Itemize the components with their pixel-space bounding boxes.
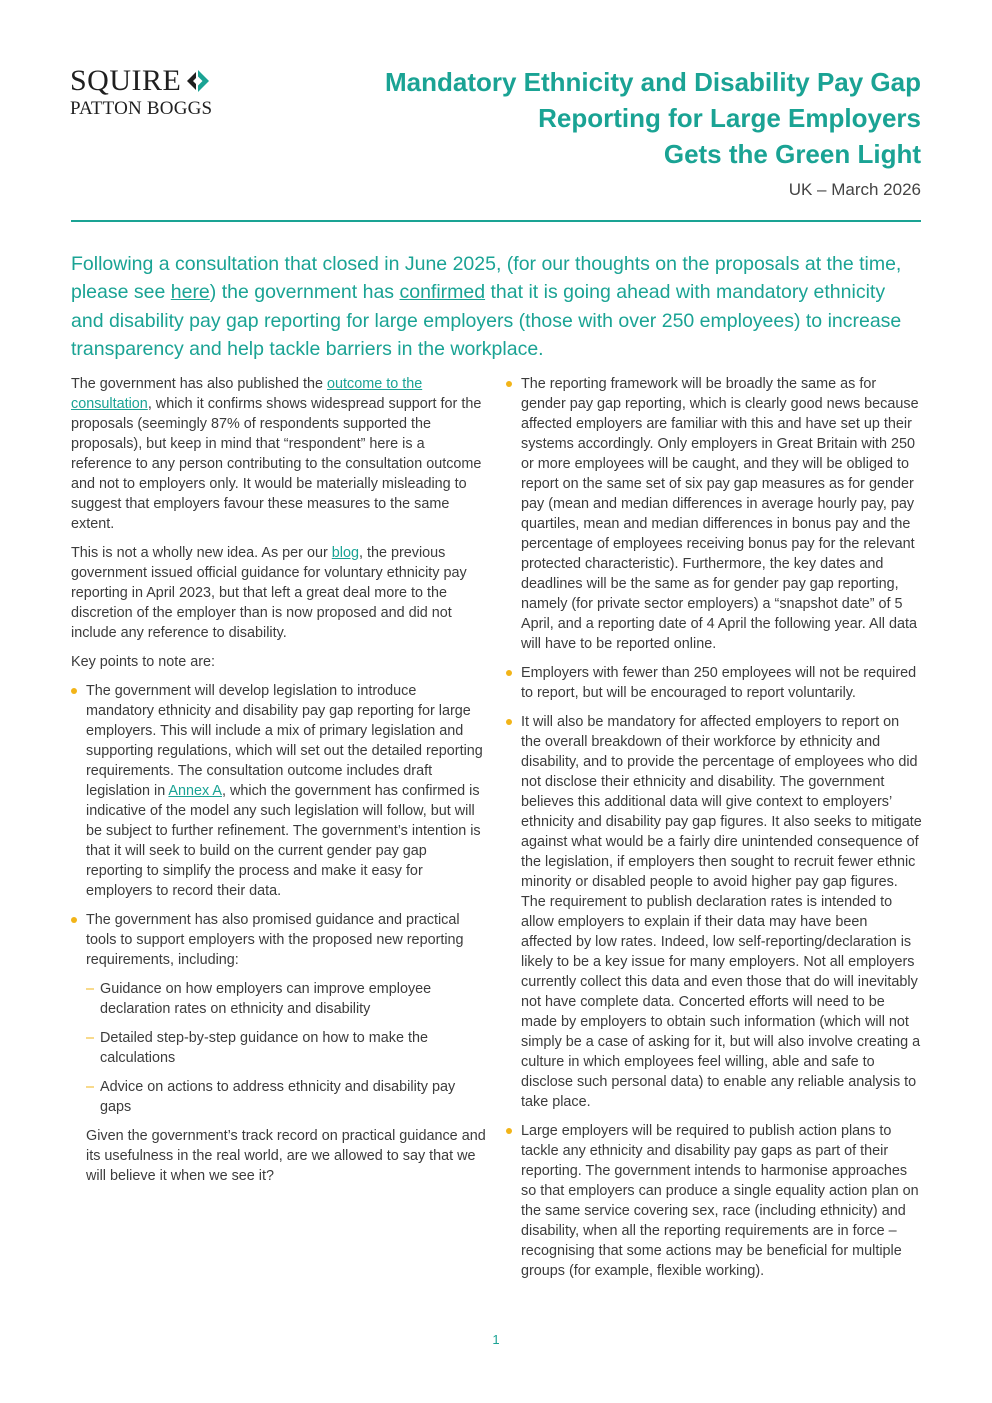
dateline: UK – March 2026 <box>788 180 921 199</box>
bullet-icon <box>506 670 512 676</box>
list-item <box>506 374 922 654</box>
dash-icon: – <box>86 1030 95 1046</box>
sub-list <box>86 979 487 1117</box>
body-text: Advice on actions to address ethnicity and disability pay gaps <box>100 1079 456 1115</box>
body-text: Employers with fewer than 250 employees will not be required to report, but will be encouraged to report voluntarily. <box>521 665 917 701</box>
bullet-icon <box>71 688 77 694</box>
body-text: The government has also published the <box>71 376 327 392</box>
sub-list-item <box>86 1077 487 1117</box>
bullet-icon <box>506 1128 512 1134</box>
confirmed-link[interactable]: confirmed <box>399 281 486 304</box>
bullet-icon <box>506 719 512 725</box>
left-column <box>71 374 487 1195</box>
bullet-icon <box>71 917 77 923</box>
body-text: , the previous government issued official guidance for voluntary ethnicity pay reporting in April 2023, but that left a great deal more to the discretion of the employer than is now proposed and did not include any reference to disability. <box>71 545 467 641</box>
body-text: Guidance on how employers can improve employee declaration rates on ethnicity and disability <box>100 981 432 1017</box>
body-text: , which it confirms shows widespread support for the proposals (seemingly 87% of respondents supported the proposals), but keep in mind that “respondent” here is a reference to any person contributing to the consultation outcome and not to employers only. It would be materially misleading to suggest that employers favour these measures to the same extent. <box>71 396 482 532</box>
page-number: 1 <box>492 1332 500 1347</box>
logo-wordmark: SQUIRE <box>70 64 182 97</box>
intro-text: Following a consultation that closed in June 2025, (for our thoughts on the proposals at the time, please see <box>71 253 902 304</box>
closing-paragraph: Given the government’s track record on practical guidance and its usefulness in the real world, are we allowed to say that we will believe it when we see it? <box>86 1128 486 1184</box>
brand-logo <box>70 66 250 120</box>
consultation-outcome-link[interactable]: outcome to the consultation <box>71 376 423 412</box>
here-link[interactable]: here <box>170 281 210 304</box>
logo-arrows-icon <box>185 68 211 94</box>
body-paragraph <box>71 543 487 643</box>
list-item <box>71 910 487 1117</box>
dash-icon: – <box>86 1079 95 1095</box>
intro-text: ) the government has <box>209 281 400 304</box>
key-points-list <box>71 681 487 1117</box>
list-item <box>506 712 922 1112</box>
body-text: Large employers will be required to publish action plans to tackle any ethnicity and disability pay gaps as part of their reporting. The government intends to harmonise approaches so that employers can produce a single equality action plan on the same service covering sex, race (including ethnicity) and disability, when all the reporting requirements are in force – recognising that some actions may be beneficial for multiple groups (for example, flexible working). <box>521 1123 919 1279</box>
body-paragraph <box>71 374 487 534</box>
annex-a-link[interactable]: Annex A <box>168 783 223 799</box>
key-points-heading: Key points to note are: <box>71 654 215 670</box>
list-item <box>71 681 487 901</box>
right-column <box>506 374 922 1290</box>
logo-subtitle: PATTON BOGGS <box>70 98 213 119</box>
list-item <box>506 663 922 703</box>
dash-icon: – <box>86 981 95 997</box>
body-text: It will also be mandatory for affected employers to report on the overall breakdown of their workforce by ethnicity and disability, and to provide the percentage of employees who did not disclose their ethnicity and disability. The government believes this additional data will give context to employers’ ethnicity and disability pay gap figures. It also seeks to mitigate against what would be a fairly dire unintended consequence of the legislation, if employers then sought to recruit fewer ethnic minority or disabled people to avoid higher pay gap figures. The requirement to publish declaration rates is intended to allow employers to explain if their data may have been affected by low rates. Indeed, low self-reporting/declaration is likely to be a key issue for many employers. Not all employers currently collect this data and even those that do will inevitably not have complete data. Concerted efforts will need to be made by employers to obtain such information (which will not simply be a case of asking for it, but will also involve creating a culture in which employees feel willing, able and safe to disclose such personal data) to enable any reliable analysis to take place. <box>521 714 922 1110</box>
intro-paragraph <box>71 250 921 363</box>
body-text: The government has also promised guidance and practical tools to support employers with the proposed new reporting requirements, including: <box>86 912 464 968</box>
title-line: Gets the Green Light <box>663 139 921 169</box>
body-text: The reporting framework will be broadly the same as for gender pay gap reporting, which is clearly good news because affected employers are familiar with this and have set up their systems accordingly. Only employers in Great Britain with 250 or more employees will be caught, and they will be obliged to report on the same set of six pay gap measures as for gender pay (mean and median differences in average hourly pay, pay quartiles, mean and median differences in bonus pay and the percentage of employees receiving bonus pay for the relevant protected characteristic). Furthermore, the key dates and deadlines will be the same as for gender pay gap reporting, namely (for private sector employers) a “snapshot date” of 5 April, and a reporting date of 4 April the following year. All data will have to be reported online. <box>521 376 919 652</box>
body-text: Detailed step-by-step guidance on how to make the calculations <box>100 1030 428 1066</box>
blog-link[interactable]: blog <box>331 545 359 561</box>
body-text: This is not a wholly new idea. As per our <box>71 545 332 561</box>
bullet-icon <box>506 381 512 387</box>
list-item <box>506 1121 922 1281</box>
sub-list-item <box>86 1028 487 1068</box>
body-text: , which the government has confirmed is indicative of the model any such legislation will follow, but will be subject to further refinement. The government’s intention is that it will seek to build on the current gender pay gap reporting to simplify the process and make it easy for employers to record their data. <box>86 783 481 899</box>
sub-list-item <box>86 979 487 1019</box>
title-line: Mandatory Ethnicity and Disability Pay Gap <box>384 67 921 97</box>
header-divider <box>71 220 921 222</box>
page-title <box>301 64 921 172</box>
intro-text: that it is going ahead with mandatory ethnicity and disability pay gap reporting for large employers (those with over 250 employees) to increase transparency and help tackle barriers in the workplace. <box>71 281 902 360</box>
title-line: Reporting for Large Employers <box>538 103 921 133</box>
body-text: The government will develop legislation to introduce mandatory ethnicity and disability pay gap reporting for large employers. This will include a mix of primary legislation and supporting regulations, which will set out the detailed reporting requirements. The consultation outcome includes draft legislation in <box>86 683 483 799</box>
key-points-list-continued <box>506 374 922 1281</box>
